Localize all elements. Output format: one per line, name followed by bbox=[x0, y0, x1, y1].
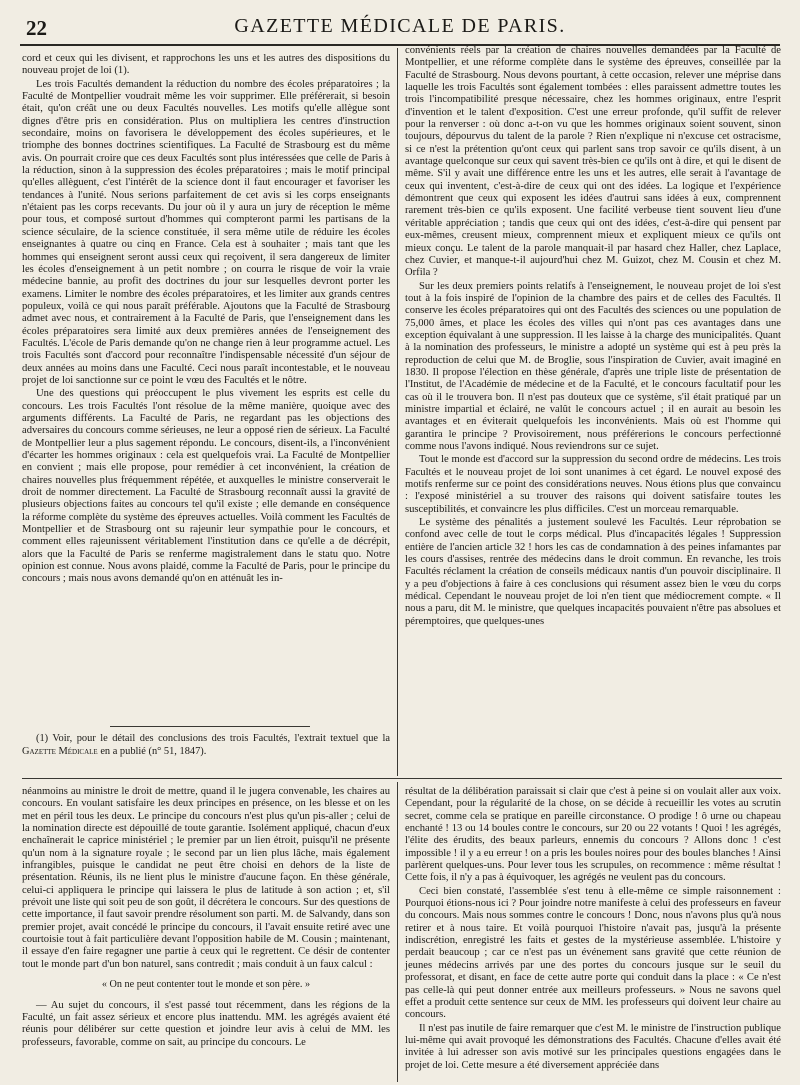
footnote bbox=[22, 733, 390, 758]
footnote-text-end: en a publié (n° 51, 1847). bbox=[97, 745, 207, 757]
paragraph: néanmoins au ministre le droit de mettre, quand il le jugera convenable, les chaires au concours. En voulant satisfaire les deux principes en présence, on les blesse et on les met en péril tous les deux. Le principe du concours n'est plus qu'un pis-aller ; celui de la nomination directe est dépouillé de toute garantie. Isolément appliqué, chacun d'eux enchaînerait le caprice ministériel ; le premier par un lien étroit, puisqu'il ne présente qu'un nom à la signature royale ; le second par un lien plus lâche, mais également infrangibles, puisque le candidat ne peut être choisi en dehors de la liste de présentation. Réunis, ils ne lient plus le ministre d'aucune façon. En thèse générale, celui-ci appliquera le principe qui laissera le plus de latitude à son action ; et, s'il prévoit une liste qui soit peu de son goût, il décrétera le concours. Sur des questions de cette importance, il faut savoir prendre résolument son parti. M. de Salvandy, dans son premier projet, avait concédé le principe du concours, il l'avait ensuite retiré avec une courtoisie tout à fait particulière devant l'opposition habile de M. Cousin ; maintenant, il essaye d'en faire regagner une partie à ceux qui le regrettent. Ce désir de contenter tout le monde part d'un bon naturel, sans contredit ; mais conduit à un faux calcul : bbox=[22, 786, 390, 970]
paragraph: résultat de la délibération paraissait si clair que c'est à peine si on voulait aller aux voix. Cependant, pour la régularité de la chose, on se décide à recueillir les votes au scrutin secret, comme cela se pratique en pareille circonstance. O prodige ! ô urne ou chapeau enchanté ! 13 ou 14 boules contre le concours, sur 20 ou 22 votants ! Quoi ! les agrégés, l'élite des érudits, des beaux parleurs, ennemis du concours ? Allons donc ! c'est impossible ! il y a eu erreur ! on a pris les boules noires pour des boules blanches ! Ainsi parlèrent quelques-uns. Pour lever tous les scrupules, on recommence : même résultat ! Cette fois, il n'y a pas à équivoquer, les agrégés ne veulent pas du concours. bbox=[405, 786, 781, 884]
page-header bbox=[12, 10, 788, 48]
footnote-journal: Gazette Médicale bbox=[22, 745, 98, 757]
footnote-divider bbox=[110, 726, 310, 727]
article-column-bottom-left bbox=[22, 786, 390, 1049]
paragraph: Ceci bien constaté, l'assemblée s'est tenu à elle-même ce simple raisonnement : Pourquoi étions-nous ici ? Pour joindre notre manifeste à celui des professeurs en faveur du concours. Mais nous sommes contre le concours ! Donc, nous n'avons plus qu'à nous retirer et à nous taire. Et voilà pourquoi l'histoire n'avait pas, jusqu'à la présente indiscrétion, enregistré les faits et gestes de la mystérieuse assemblée. L'histoire y perdait beaucoup ; car ce n'est pas un événement sans gravité que cette réunion de jeunes médecins arrivés par une des portes du concours jusque sur le seuil du professorat, et disant, en face de cette autre porte qui conduit dans la place : « Ce n'est pas celle-là qui peut donner entrée aux meilleurs professeurs. » Nous ne savons quel effet a produit cette sentence sur ceux de MM. les professeurs qui doivent leur chaire au concours. bbox=[405, 885, 781, 1021]
section-divider bbox=[22, 778, 782, 779]
paragraph: Les trois Facultés demandent la réduction du nombre des écoles préparatoires ; la Faculté de Montpellier voudrait même les voir supprimer. Elle préférerait, si besoin était, qu'on créât une ou deux Facultés nouvelles. Les motifs qu'elle allègue sont dignes d'être pris en considération. Plus on multipliera les centres d'instruction secondaire, moins on favorisera le développement des écoles supérieures, et le triomphe des bonnes doctrines scientifiques. La Faculté de Strasbourg est du même avis. On pourrait croire que ces deux Facultés sont plus intéressées que celle de Paris à la réduction, sinon à la suppression des écoles préparatoires ; mais le motif principal qu'elles allèguent, c'est l'intérêt de la science dont il faut encourager et favoriser les tendances à l'unité. Nous serions parfaitement de cet avis si les corps enseignants n'étaient pas les corps recevants. Du jour où il y aura un jury de réception le même pour tous, et composé surtout d'hommes qui compteront parmi les partisans de la science séculaire, de la science constituée, il sera même utile de réduire les écoles enseignantes à quatre ou cinq en France. Cela est à souhaiter ; mais tant que les hommes qui enseignent seront aussi ceux qui reçoivent, il sera dangereux de limiter les écoles d'enseignement à un petit nombre ; on courra le risque de voir la vraie médecine bannie, au profit des doctrines du jour sur lesquelles devront porter les examens. Limiter le nombre des écoles préparatoires, et les limiter aux grands centres populeux, voilà ce qui nous paraît préférable. Ajoutons que la Faculté de Strasbourg admet avec nous, et contrairement à la Faculté de Paris, que l'enseignement dans les écoles préparatoires sera limité aux deux premières années de l'enseignement des Facultés. L'école de Paris demande qu'on ne change rien à leur programme actuel. Les trois Facultés sont d'accord pour reconnaître l'indispensable nécessité d'un séjour de deux années au moins dans une Faculté. Ceci nous paraît incontestable, et le nouveau projet de loi sanctionne sur ce point le vœu des Facultés et le nôtre. bbox=[22, 78, 390, 386]
paragraph: Sur les deux premiers points relatifs à l'enseignement, le nouveau projet de loi s'est tout à la fois inspiré de l'opinion de la chambre des pairs et de celles des Facultés. Il conserve les écoles préparatoires qui ont des Facultés des sciences ou une population de 75,000 âmes, et place les écoles des villes qui n'ont pas ces avantages dans une exception équivalant à une suppression. Il les laisse à la charge des municipalités. Quant à la nomination des professeurs, le ministre a adopté un système qui est à peu près la reproduction de celui que M. de Broglie, sous l'inspiration de Cuvier, avait imaginé en 1830. Il propose l'élection en thèse générale, d'après une triple liste de présentation de l'Institut, de l'Académie de médecine et de la Faculté, et le concours facultatif pour les cas où il le trouvera bon. Il n'est pas douteux que ce système, s'il était pratiqué par un ministre impartial et éclairé, ne valût le concours actuel ; il en aurait au besoin les avantages et en éviterait quelquefois les inconvénients. Mais où est l'homme qui garantira le principe ? Provisoirement, nous préférerions le concours perfectionné comme nous l'avons indiqué. Nous reviendrons sur ce sujet. bbox=[405, 280, 781, 452]
footnote-text: (1) Voir, pour le détail des conclusions des trois Facultés, l'extrait textuel que la bbox=[36, 733, 390, 744]
paragraph: — Au sujet du concours, il s'est passé tout récemment, dans les régions de la Faculté, un fait assez sérieux et encore plus inattendu. MM. les agrégés avaient été réunis pour délibérer sur cette question et joindre leur avis à celui de MM. les professeurs, favorable, comme on sait, au principe du concours. Le bbox=[22, 999, 390, 1048]
paragraph: Une des questions qui préoccupent le plus vivement les esprits est celle du concours. Les trois Facultés l'ont résolue de la même manière, quoique avec des arguments différents. La Faculté de Paris, ne regardant pas les objections des adversaires du concours comme sérieuses, ne leur a opposé rien de sérieux. La Faculté de Montpellier leur a plus sagement répondu. Le concours, disent-ils, a l'inconvénient d'écarter les hommes originaux : cela est quelquefois vrai. La Faculté de Montpellier en convient ; mais elle propose, pour remédier à cet inconvénient, la création de chaires nouvelles plus fréquemment répétée, et auxquelles le ministre conserverait le droit de nommer directement. La Faculté de Strasbourg reconnaît aussi la gravité de plusieurs objections faites au concours tel qu'il existe ; elle demande en conséquence la réforme complète du système des épreuves actuelles. Voilà comment les Facultés de Montpellier et de Strasbourg ont su rajeunir leur sympathie pour le concours, et comment elles rajeunissent véritablement l'institution dans ce qu'elle a de décrépit, alors que la Faculté de Paris se renferme magistralement dans le statu quo. Notre opinion est connue. Nous avons plaidé, comme la Faculté de Paris, pour le principe du concours ; mais nous avons demandé qu'on en atténuât les in- bbox=[22, 388, 390, 585]
paragraph: Tout le monde est d'accord sur la suppression du second ordre de médecins. Les trois Facultés et le nouveau projet de loi sont unanimes à cet égard. Le nouvel exposé des motifs renferme sur ce point des considérations neuves. Nous étions plus que convaincu : l'exposé ministériel a su trouver des raisons qui doivent satisfaire toutes les susceptibilités, et convaincre les plus difficiles. C'est un morceau remarquable. bbox=[405, 454, 781, 515]
paragraph: Il n'est pas inutile de faire remarquer que c'est M. le ministre de l'instruction publique lui-même qui avait provoqué les démonstrations des Facultés. Chacune d'elles avait été invitée à lui adresser son avis motivé sur les principales questions engagées dans le projet de loi. Cette mesure a été diversement appréciée dans bbox=[405, 1022, 781, 1071]
quotation: « On ne peut contenter tout le monde et son père. » bbox=[101, 979, 311, 991]
article-column-top-right bbox=[405, 45, 781, 628]
column-divider-bottom bbox=[397, 782, 398, 1082]
column-divider-top bbox=[397, 48, 398, 776]
article-column-top-left bbox=[22, 53, 390, 586]
page-number: 22 bbox=[26, 16, 47, 40]
paragraph: cord et ceux qui les divisent, et rapprochons les uns et les autres des dispositions du nouveau projet de loi (1). bbox=[22, 53, 390, 77]
journal-title: GAZETTE MÉDICALE DE PARIS. bbox=[234, 15, 566, 37]
paragraph: Le système des pénalités a justement soulevé les Facultés. Leur réprobation se confond avec celle de tout le corps médical. Plus d'incapacités légales ! Suppression entière de l'ancien article 32 ! hors les cas de condamnation à des peines infamantes par les cours d'assises, rentrée des médecins dans le droit commun. En revanche, les trois Facultés réclament la création de conseils médicaux nantis d'un pouvoir disciplinaire. Il y a peu d'objections à faire à ces conclusions qui résument assez bien le vœu du corps médical. Cependant le nouveau projet de loi n'en tient que médiocrement compte. « Il nous a paru, dit M. le ministre, que quelques incapacités pouvaient n'être pas absolues et péremptoires, que quelques-unes bbox=[405, 517, 781, 627]
article-column-bottom-right bbox=[405, 786, 781, 1072]
paragraph: convénients réels par la création de chaires nouvelles demandées par la Faculté de Montpellier, et une réforme complète dans le système des épreuves, conseillée par la Faculté de Strasbourg. Nous devons pourtant, à cette occasion, relever une méprise dans laquelle les trois Facultés sont également tombées : elles paraissent admettre toutes les trois l'incompatibilité presque nécessaire, chez les hommes originaux, entre l'esprit d'invention et le talent d'exposition. C'est une erreur profonde, qu'il suffit de relever pour la renverser : où donc a-t-on vu que les hommes originaux soient souvent, sinon toujours, dépourvus du talent de la parole ? Rien n'explique ni n'excuse cet ostracisme, si ce n'est la prétention qu'ont ceux qui parlent sans trop savoir ce qu'ils disent, à un avantage quelconque sur ceux qui savent très-bien ce qu'ils ont à dire, et qui le disent de même. S'il y avait une différence entre les uns et les autres, elle serait à l'avantage de ceux qui inventent, c'est-à-dire de ceux qui ont des idées. La logique et l'expérience démontrent que ceux qui exposent les idées d'autrui sans idées à eux, comprennent rarement très-bien ce qu'ils exposent. Une facilité verbeuse tient souvent lieu d'une véritable appréciation ; tandis que ceux qui ont des idées, c'est-à-dire qui pensent par eux-mêmes, creusent mieux, comprennent mieux et expliquent mieux ce qu'ils ont mieux conçu. Le talent de la parole manquait-il par hasard chez Haller, chez Laplace, chez Cuvier, et manque-t-il aujourd'hui chez M. Guizot, chez M. Cousin et chez M. Orfila ? bbox=[405, 45, 781, 279]
